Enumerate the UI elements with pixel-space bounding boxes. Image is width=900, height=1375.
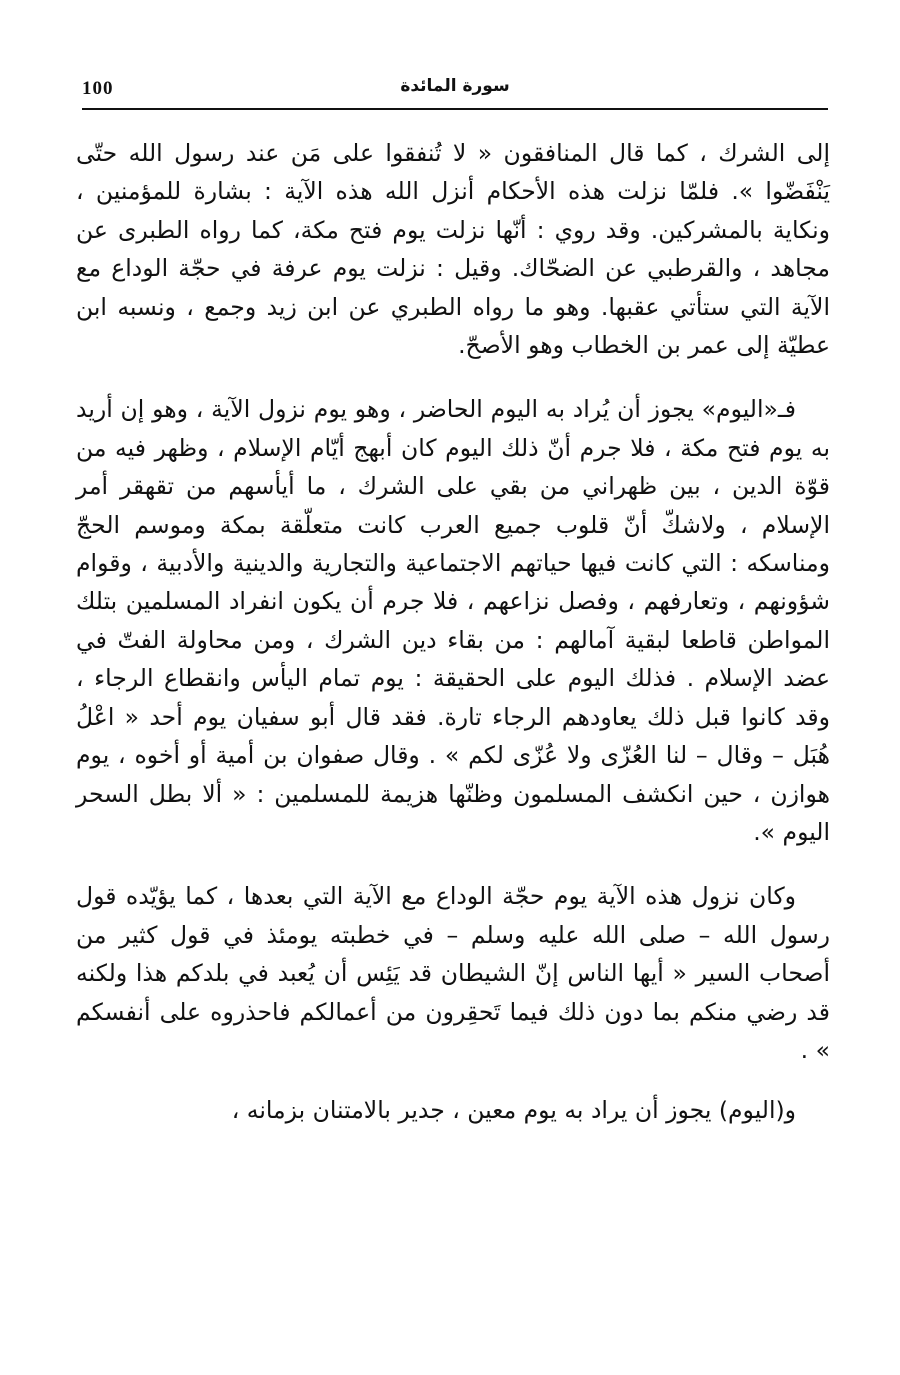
running-title: سورة المائدة: [400, 76, 510, 96]
paragraph-2: فـ«اليوم» يجوز أن يُراد به اليوم الحاضر ، وهو يوم نزول الآية ، وهو إن أريد به يوم فتح مكة ، فلا جرم أنّ ذلك اليوم كان أبهج أيّام الإسلام ، وظهر فيه من قوّة الدين ، بين ظهراني من بقي على الشرك ، ما أيأسهم من تقهقر أمر الإسلام ، ولاشكّ أنّ قلوب جميع العرب كانت متعلّقة بمكة وموسم الحجّ ومناسكه : التي كانت فيها حياتهم الاجتماعية والتجارية والدينية والأدبية ، وقوام شؤونهم ، وتعارفهم ، وفصل نزاعهم ، فلا جرم أن يكون انفراد المسلمين بتلك المواطن قاطعا لبقية آمالهم : من بقاء دين الشرك ، ومن محاولة الفتّ في عضد الإسلام . فذلك اليوم على الحقيقة : يوم تمام اليأس وانقطاع الرجاء ، وقد كانوا قبل ذلك يعاودهم الرجاء تارة. فقد قال أبو سفيان يوم أحد « اعْلُ هُبَل – وقال – لنا العُزّى ولا عُزّى لكم » . وقال صفوان بن أمية أو أخوه ، يوم هوازن ، حين انكشف المسلمون وظنّها هزيمة للمسلمين : « ألا بطل السحر اليوم ».: [76, 395, 830, 846]
paragraph-3: وكان نزول هذه الآية يوم حجّة الوداع مع الآية التي بعدها ، كما يؤيّده قول رسول الله – صلى الله عليه وسلم – في خطبته يومئذ في قول كثير من أصحاب السير « أيها الناس إنّ الشيطان قد يَئِس أن يُعبد في بلدكم هذا ولكنه قد رضي منكم بما دون ذلك فيما تَحقِرون من أعمالكم فاحذروه على أنفسكم » .: [76, 882, 830, 1064]
page-number: 100: [82, 78, 114, 99]
paragraph-4: و(اليوم) يجوز أن يراد به يوم معين ، جدير بالامتنان بزمانه ،: [231, 1096, 796, 1125]
body-text: [76, 134, 830, 1156]
paragraph-1: إلى الشرك ، كما قال المنافقون « لا تُنفقوا على مَن عند رسول الله حتّى يَنْفَضّوا ». فلمّا نزلت هذه الأحكام أنزل الله هذه الآية : بشارة للمؤمنين ، ونكاية بالمشركين. وقد روي : أنّها نزلت يوم فتح مكة، كما رواه الطبرى عن مجاهد ، والقرطبي عن الضحّاك. وقيل : نزلت يوم عرفة في حجّة الوداع مع الآية التي ستأتي عقبها. وهو ما رواه الطبري عن ابن زيد وجمع ، ونسبه ابن عطيّة إلى عمر بن الخطاب وهو الأصحّ.: [76, 139, 830, 360]
page-header: [82, 74, 828, 110]
